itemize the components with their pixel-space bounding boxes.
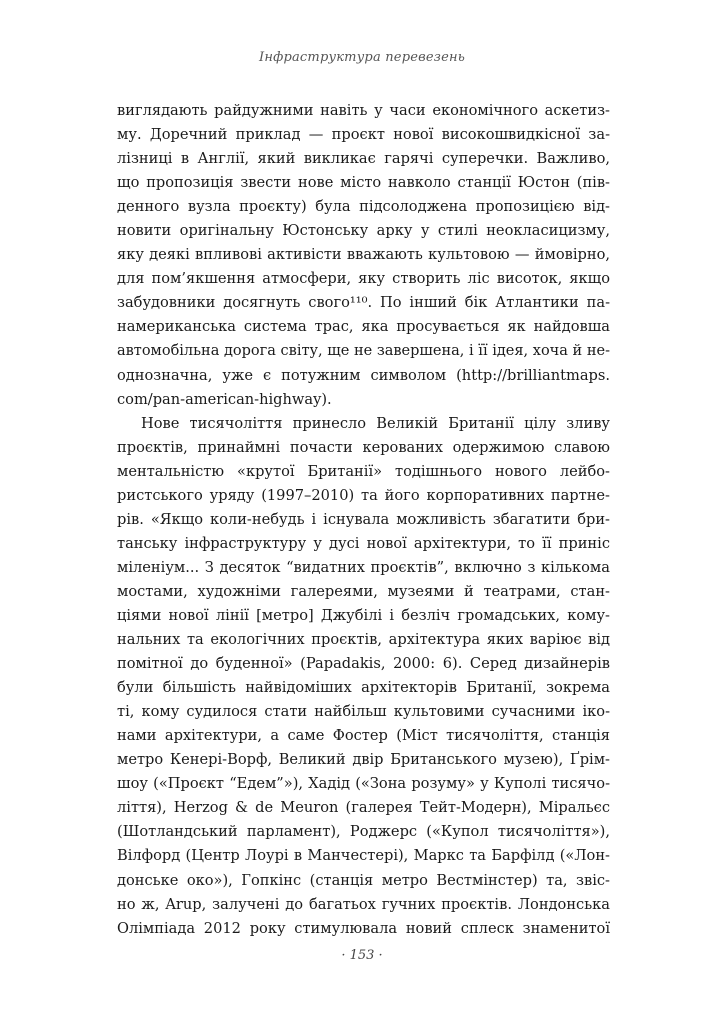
text-line: ті, кому судилося стати найбільш культовими сучасними іко- — [117, 703, 610, 721]
text-line: (Шотландський парламент), Роджерс («Купол тисячоліття»), — [117, 823, 610, 841]
paragraph-2 — [117, 412, 610, 941]
body-text — [117, 99, 610, 941]
text-line: однозначна, уже є потужним символом (http://brilliantmaps. — [117, 366, 610, 384]
text-line: міленіум... З десяток “видатних проєктів”, включно з кількома — [117, 558, 610, 576]
text-line: мостами, художніми галереями, музеями й театрами, стан- — [117, 582, 610, 600]
text-line: помітної до буденної» (Papadakis, 2000: 6). Серед дизайнерів — [117, 655, 610, 673]
paragraph-1 — [117, 99, 610, 412]
text-line: нальних та екологічних проєктів, архітектура яких варіює від — [117, 631, 610, 649]
text-line: но ж, Arup, залучені до багатьох гучних проєктів. Лондонська — [117, 895, 610, 913]
text-line: яку деякі впливові активісти вважають культовою — ймовірно, — [117, 246, 610, 264]
text-line: для пом’якшення атмосфери, яку створить ліс висоток, якщо — [117, 270, 610, 288]
text-line: виглядають райдужними навіть у часи економічного аскетиз- — [117, 102, 610, 119]
running-head: Інфраструктура перевезень — [258, 50, 466, 65]
text-line: проєктів, принаймні почасти керованих одержимою славою — [117, 438, 610, 456]
text-line: ціями нової лінії [метро] Джубілі і безліч громадських, кому- — [117, 606, 610, 624]
text-line: намериканська система трас, яка просувається як найдовша — [117, 318, 610, 336]
text-line: автомобільна дорога світу, ще не завершена, і її ідея, хоча й не- — [117, 343, 610, 360]
text-line: му. Доречний приклад — проєкт нової високошвидкісної за- — [117, 126, 610, 144]
text-line: донське око»), Гопкінс (станція метро Вестмінстер) та, звіс- — [117, 871, 610, 889]
text-line: ліття), Herzog & de Meuron (галерея Тейт-Модерн), Міральєс — [117, 799, 610, 817]
text-line: що пропозиція звести нове місто навколо станції Юстон (пів- — [117, 174, 610, 192]
text-line: нами архітектури, а саме Фостер (Міст тисячоліття, станція — [117, 727, 610, 745]
text-line: com/pan-american-highway). — [117, 390, 332, 408]
text-line: лізниці в Англії, який викликає гарячі суперечки. Важливо, — [117, 150, 610, 168]
text-line: ментальністю «крутої Британії» тодішнього нового лейбо- — [117, 462, 610, 480]
text-line: рів. «Якщо коли-небудь і існувала можливість збагатити бри- — [117, 510, 610, 528]
text-line: Вілфорд (Центр Лоурі в Манчестері), Маркс та Барфілд («Лон- — [117, 847, 610, 865]
text-line: метро Кенері-Ворф, Великий двір Британського музею), Ґрім- — [117, 751, 610, 769]
text-line: новити оригінальну Юстонську арку у стилі неокласицизму, — [117, 222, 610, 240]
text-line: танську інфраструктуру у дусі нової архітектури, то її приніс — [117, 534, 610, 552]
page-number: · 153 · — [341, 948, 383, 963]
text-line: були більшість найвідоміших архітекторів Британії, зокрема — [117, 679, 610, 697]
text-line: забудовники досягнуть свого¹¹⁰. По інший бік Атлантики па- — [117, 294, 610, 312]
text-line: денного вузла проєкту) була підсолоджена пропозицією від- — [117, 198, 610, 216]
text-line: ристського уряду (1997–2010) та його корпоративних партне- — [117, 486, 610, 504]
text-line: Нове тисячоліття принесло Великій Британії цілу зливу — [141, 414, 610, 432]
text-line: Олімпіада 2012 року стимулювала новий сплеск знаменитої — [117, 919, 610, 937]
text-line: шоу («Проєкт “Едем”»), Хадід («Зона розуму» у Куполі тисячо- — [117, 775, 610, 793]
